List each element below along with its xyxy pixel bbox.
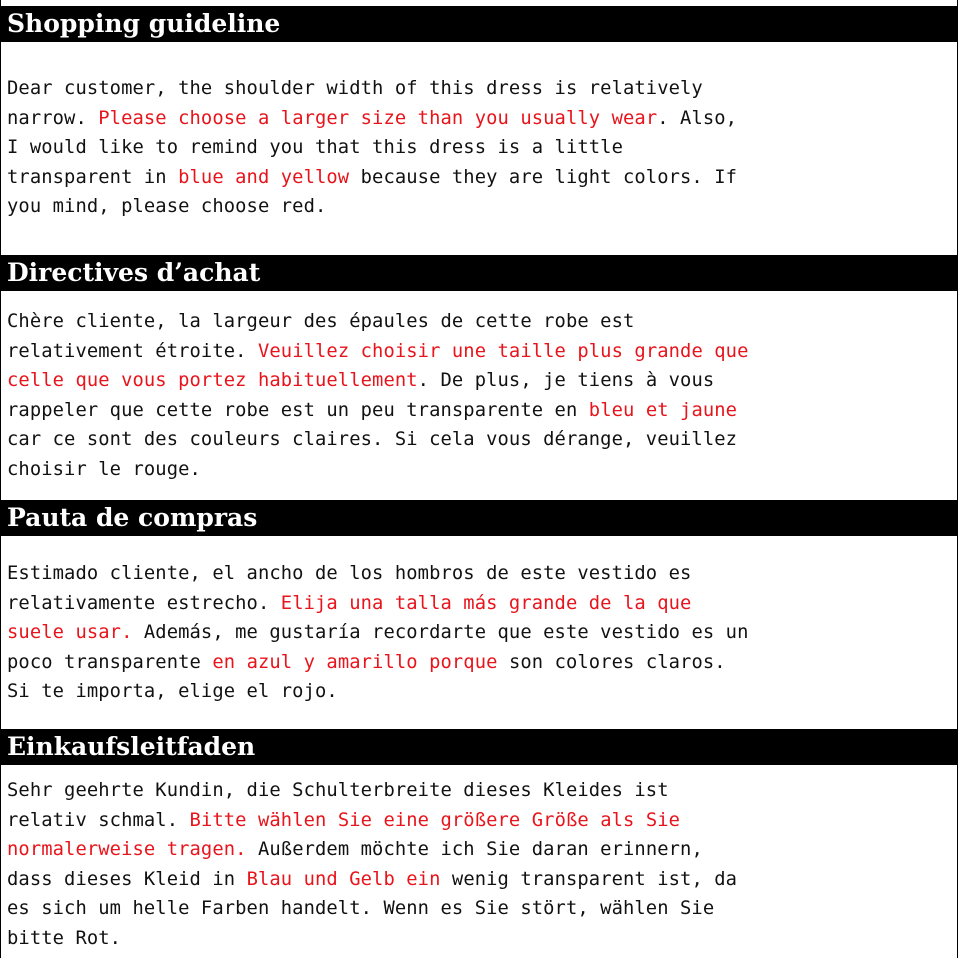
body-text-segment: Además, me gustaría recordarte que este vestido es un (132, 622, 749, 643)
text-line (7, 776, 953, 806)
body-text-segment: bitte Rot. (7, 927, 122, 949)
text-line (7, 806, 953, 836)
text-line (7, 337, 953, 367)
section-title-spanish: Pauta de compras (1, 500, 958, 536)
text-line (7, 677, 953, 707)
highlighted-text: en azul y amarillo porque (212, 651, 498, 673)
body-text-segment: poco transparente (7, 651, 213, 673)
body-text-segment: . De plus, je tiens à vous (417, 370, 715, 391)
body-text-segment: relativ schmal. (7, 809, 190, 831)
text-line (7, 396, 953, 426)
body-text-segment: choisir le rouge. (7, 458, 201, 480)
text-line (7, 104, 953, 134)
body-text-segment: transparent in (7, 166, 179, 188)
text-line (7, 589, 953, 619)
text-line (7, 865, 953, 895)
highlighted-text: bleu et jaune (588, 399, 738, 421)
body-text-segment: es sich um helle Farben handelt. Wenn es Sie stört, wählen Sie (7, 898, 715, 919)
body-text-segment: narrow. (7, 107, 99, 129)
body-text-segment: Chère cliente, la largeur des épaules de cette robe est (7, 311, 635, 332)
highlighted-text: celle que vous portez habituellement (7, 370, 418, 391)
highlighted-text: blue and yellow (178, 166, 350, 188)
text-line (7, 894, 953, 924)
text-line (7, 835, 953, 865)
body-text-segment: . Also, (657, 107, 738, 129)
section-title-german: Einkaufsleitfaden (1, 729, 958, 765)
text-line (7, 924, 953, 954)
body-text-segment: relativement étroite. (7, 340, 258, 362)
text-line (7, 648, 953, 678)
section-title-english: Shopping guideline (1, 6, 958, 42)
text-line (7, 163, 953, 193)
section-body-spanish (7, 559, 953, 707)
text-line (7, 455, 953, 485)
body-text-segment: you mind, please choose red. (7, 196, 327, 217)
text-line (7, 192, 953, 222)
highlighted-text: Please choose a larger size than you usually wear (98, 107, 658, 129)
highlighted-text: normalerweise tragen. (7, 839, 247, 860)
highlighted-text: suele usar. (7, 622, 133, 643)
section-body-german (7, 776, 953, 953)
highlighted-text: Blau und Gelb ein (246, 868, 441, 890)
body-text-segment: son colores claros. (497, 651, 726, 673)
body-text-segment: relativamente estrecho. (7, 592, 281, 614)
section-body-english (7, 74, 953, 222)
section-title-french: Directives d’achat (1, 255, 958, 291)
text-line (7, 618, 953, 648)
text-line (7, 307, 953, 337)
section-body-french (7, 307, 953, 484)
text-line (7, 74, 953, 104)
body-text-segment: dass dieses Kleid in (7, 868, 247, 890)
body-text-segment: Dear customer, the shoulder width of this dress is relatively (7, 78, 703, 99)
body-text-segment: wenig transparent ist, da (440, 868, 738, 890)
text-line (7, 559, 953, 589)
body-text-segment: Estimado cliente, el ancho de los hombros de este vestido es (7, 563, 692, 584)
body-text-segment: because they are light colors. If (349, 166, 738, 188)
body-text-segment: I would like to remind you that this dress is a little (7, 137, 623, 158)
body-text-segment: rappeler que cette robe est un peu transparente en (7, 399, 589, 421)
highlighted-text: Elija una talla más grande de la que (280, 592, 692, 614)
body-text-segment: car ce sont des couleurs claires. Si cela vous dérange, veuillez (7, 429, 738, 450)
text-line (7, 366, 953, 396)
body-text-segment: Außerdem möchte ich Sie daran erinnern, (246, 839, 703, 860)
body-text-segment: Sehr geehrte Kundin, die Schulterbreite dieses Kleides ist (7, 780, 669, 801)
text-line (7, 133, 953, 163)
highlighted-text: Veuillez choisir une taille plus grande que (257, 340, 749, 362)
body-text-segment: Si te importa, elige el rojo. (7, 681, 338, 702)
text-line (7, 425, 953, 455)
highlighted-text: Bitte wählen Sie eine größere Größe als Sie (189, 809, 681, 831)
